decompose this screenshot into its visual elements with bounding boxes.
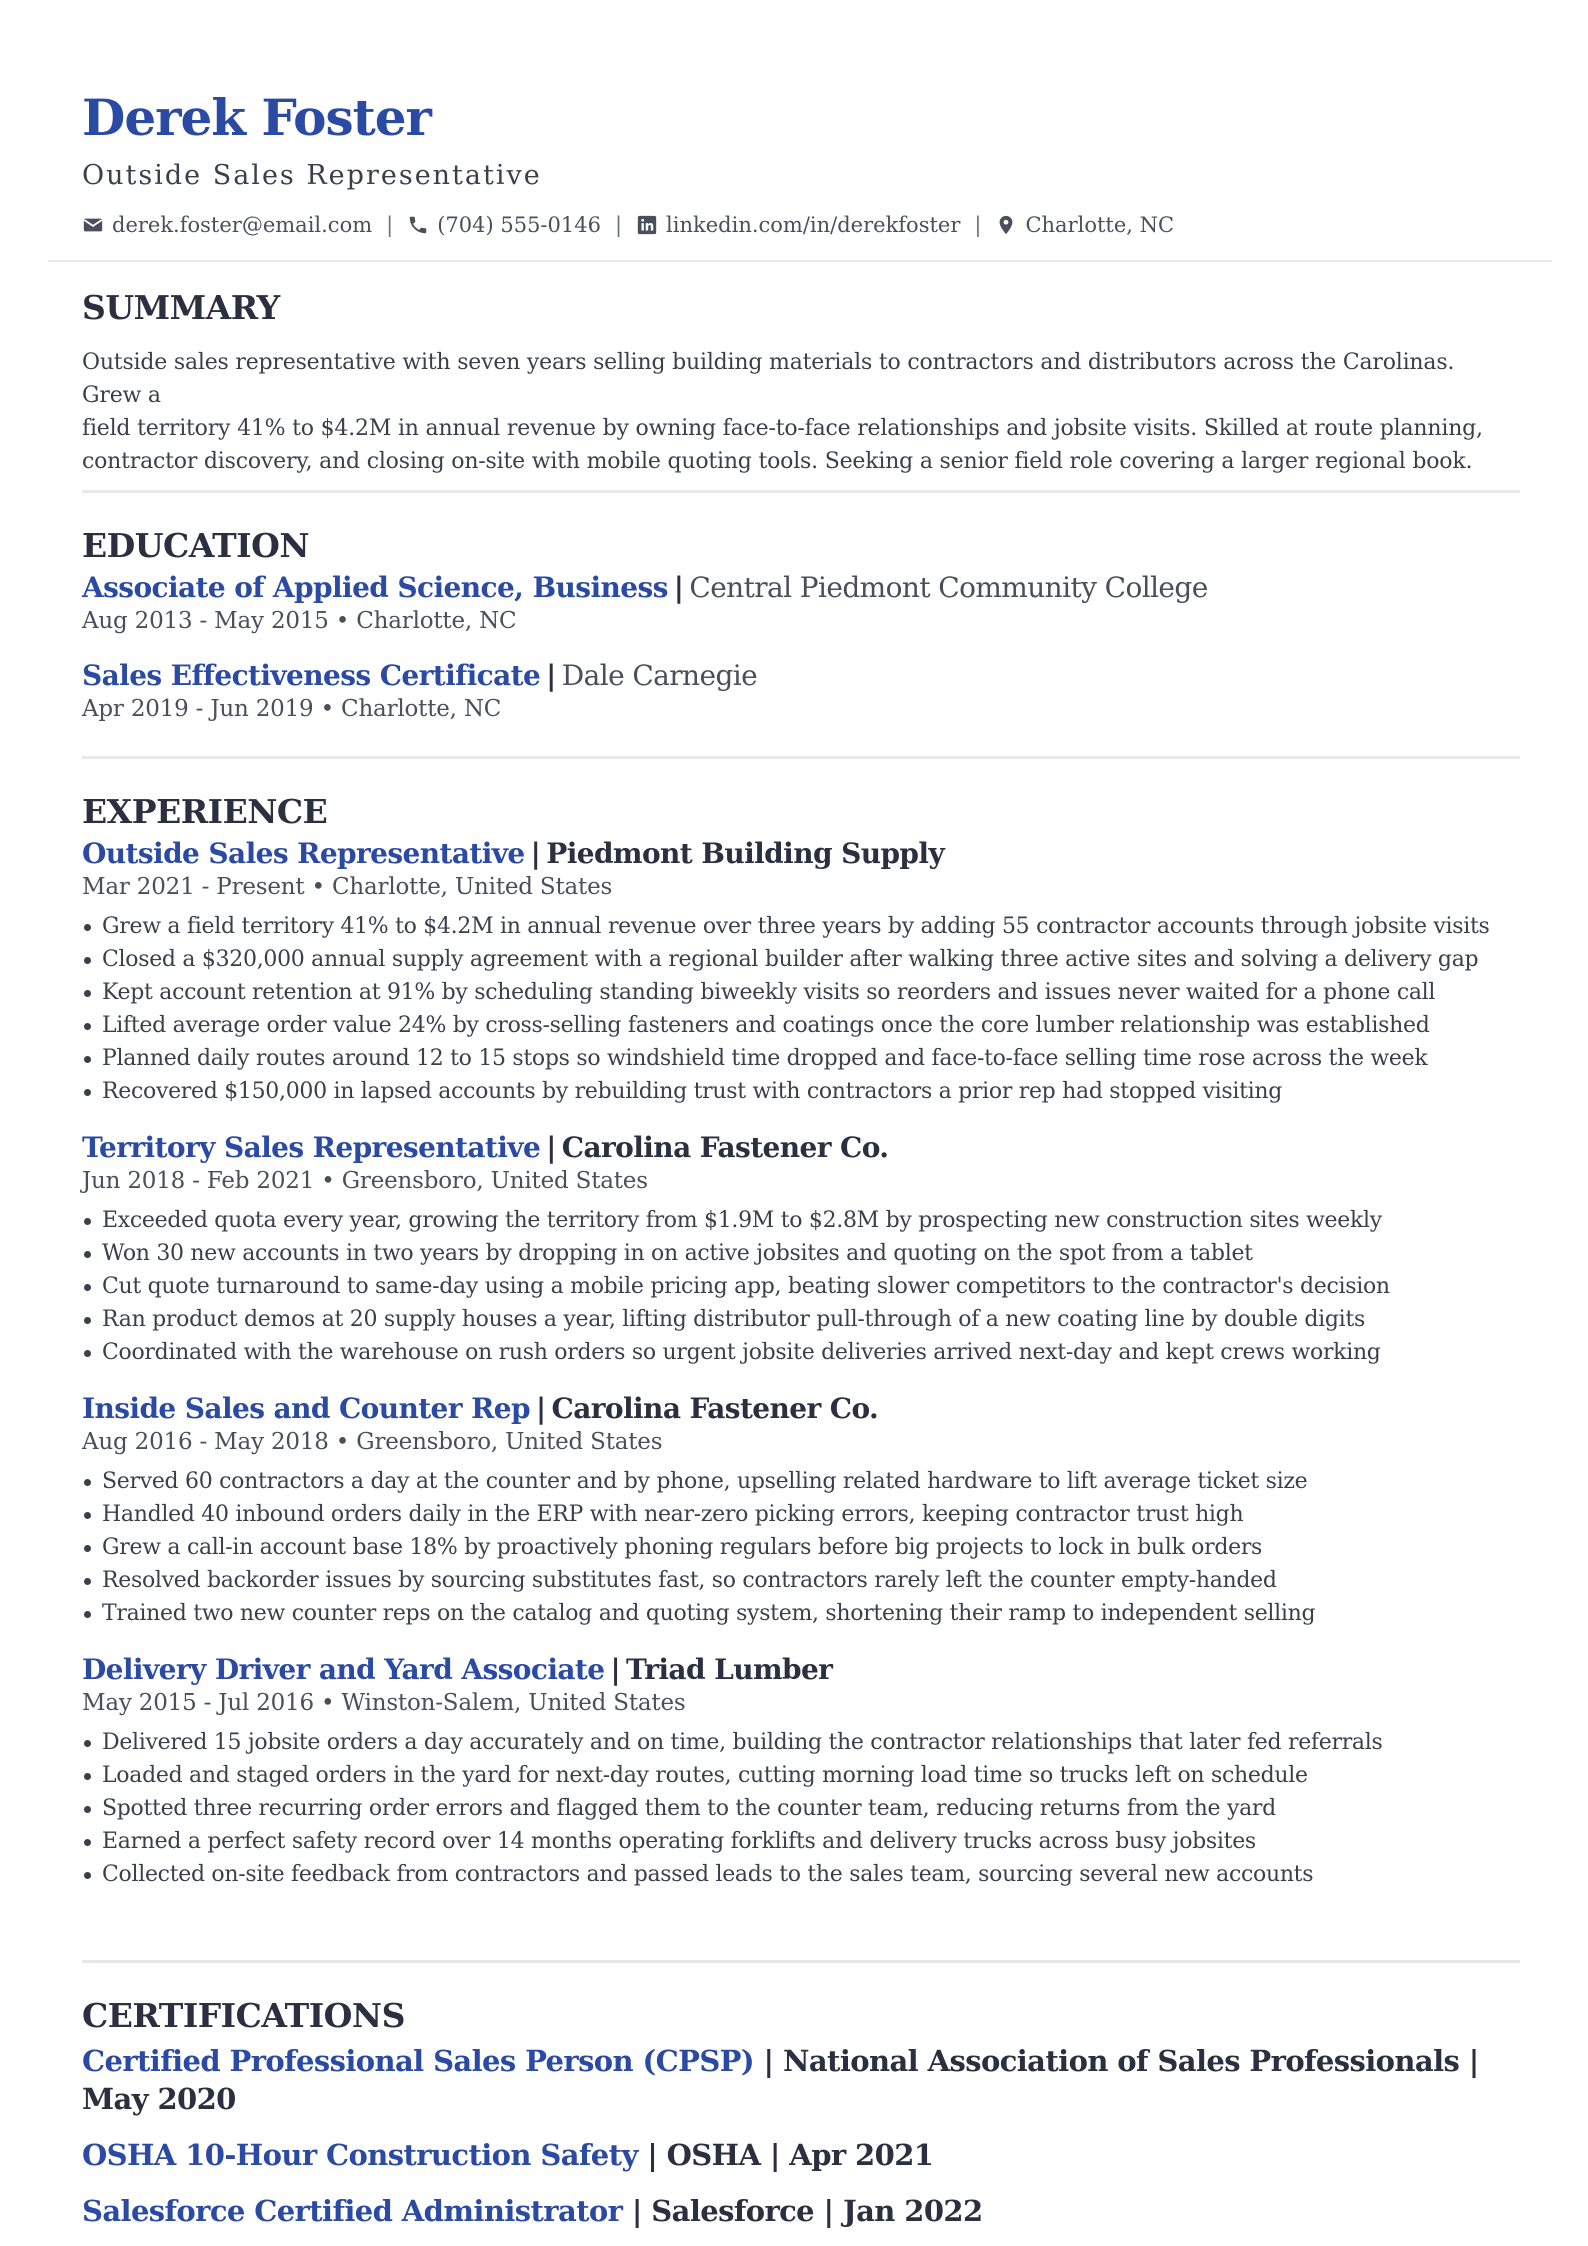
education-entry-head <box>82 658 1506 694</box>
bullet-item: Grew a field territory 41% to $4.2M in annual revenue over three years by adding 55 contractor accounts through jobsite visits <box>102 910 1506 943</box>
summary-line: field territory 41% to $4.2M in annual revenue by owning face-to-face relationships and jobsite visits. Skilled at route planning, <box>82 416 1483 441</box>
contact-phone[interactable] <box>407 213 601 237</box>
bullet-item: Served 60 contractors a day at the counter and by phone, upselling related hardware to lift average ticket size <box>102 1465 1506 1498</box>
phone-icon <box>407 214 429 236</box>
job-details: Aug 2016 - May 2018 • Greensboro, United States <box>82 1429 663 1455</box>
bullet-item: Spotted three recurring order errors and flagged them to the counter team, reducing returns from the yard <box>102 1792 1506 1825</box>
separator: | <box>546 1131 556 1164</box>
education-details: Aug 2013 - May 2015 • Charlotte, NC <box>82 608 517 634</box>
summary-line: Outside sales representative with seven years selling building materials to contractors and distributors across the Carolinas. Grew a <box>82 350 1455 408</box>
job-title: Inside Sales and Counter Rep <box>82 1392 530 1425</box>
company-name: Triad Lumber <box>626 1653 833 1686</box>
separator: | <box>535 1392 546 1425</box>
section-divider <box>82 756 1520 759</box>
phone-text: (704) 555-0146 <box>437 213 601 237</box>
bullet-item: Won 30 new accounts in two years by dropping in on active jobsites and quoting on the spot from a tablet <box>102 1237 1506 1270</box>
candidate-title: Outside Sales Representative <box>82 160 542 191</box>
job-entry <box>82 1130 1506 1369</box>
education-details: Apr 2019 - Jun 2019 • Charlotte, NC <box>82 696 502 722</box>
certification-issuer-date: | OSHA | Apr 2021 <box>637 2138 934 2172</box>
bullet-item: Kept account retention at 91% by scheduling standing biweekly visits so reorders and issues never waited for a phone call <box>102 976 1506 1009</box>
certifications-section <box>82 1996 1506 2230</box>
contact-separator: | <box>386 213 394 237</box>
resume-header <box>82 88 1506 240</box>
certification-item <box>82 2136 1506 2174</box>
linkedin-text: linkedin.com/in/derekfoster <box>666 213 961 237</box>
job-bullets <box>82 1465 1506 1630</box>
job-head <box>82 1652 1506 1688</box>
section-divider <box>82 490 1520 493</box>
separator: | <box>546 659 556 692</box>
education-entry <box>82 570 1506 636</box>
bullet-item: Handled 40 inbound orders daily in the ERP with near-zero picking errors, keeping contractor trust high <box>102 1498 1506 1531</box>
certification-name: OSHA 10-Hour Construction Safety <box>82 2138 638 2172</box>
separator: | <box>673 571 684 604</box>
degree-title: Sales Effectiveness Certificate <box>82 659 541 692</box>
summary-text <box>82 346 1506 478</box>
section-divider <box>82 1960 1520 1963</box>
bullet-item: Grew a call-in account base 18% by proactively phoning regulars before big projects to lock in bulk orders <box>102 1531 1506 1564</box>
degree-title: Associate of Applied Science, Business <box>82 571 668 604</box>
contact-email[interactable] <box>82 213 372 237</box>
job-bullets <box>82 910 1506 1108</box>
education-section <box>82 526 1506 724</box>
certification-name: Certified Professional Sales Person (CPSP) <box>82 2044 755 2078</box>
bullet-item: Exceeded quota every year, growing the territory from $1.9M to $2.8M by prospecting new construction sites weekly <box>102 1204 1506 1237</box>
linkedin-icon <box>636 214 658 236</box>
certification-name: Salesforce Certified Administrator <box>82 2194 623 2228</box>
experience-heading: EXPERIENCE <box>82 792 328 831</box>
certification-issuer-date: | National Association of Sales Professionals | May 2020 <box>82 2044 1479 2116</box>
certification-issuer-date: | Salesforce | Jan 2022 <box>622 2194 983 2228</box>
bullet-item: Earned a perfect safety record over 14 months operating forklifts and delivery trucks across busy jobsites <box>102 1825 1506 1858</box>
job-title: Outside Sales Representative <box>82 837 525 870</box>
certification-item <box>82 2042 1506 2118</box>
job-entry <box>82 836 1506 1108</box>
job-title: Territory Sales Representative <box>82 1131 541 1164</box>
bullet-item: Collected on-site feedback from contractors and passed leads to the sales team, sourcing several new accounts <box>102 1858 1506 1891</box>
job-details: May 2015 - Jul 2016 • Winston-Salem, United States <box>82 1690 686 1716</box>
bullet-item: Closed a $320,000 annual supply agreement with a regional builder after walking three active sites and solving a delivery gap <box>102 943 1506 976</box>
bullet-item: Lifted average order value 24% by cross-selling fasteners and coatings once the core lumber relationship was established <box>102 1009 1506 1042</box>
bullet-item: Planned daily routes around 12 to 15 stops so windshield time dropped and face-to-face selling time rose across the week <box>102 1042 1506 1075</box>
bullet-item: Ran product demos at 20 supply houses a year, lifting distributor pull-through of a new coating line by double digits <box>102 1303 1506 1336</box>
header-divider <box>48 260 1552 262</box>
bullet-item: Recovered $150,000 in lapsed accounts by rebuilding trust with contractors a prior rep had stopped visiting <box>102 1075 1506 1108</box>
summary-section <box>82 288 1506 478</box>
contact-bar <box>82 210 1506 240</box>
contact-location <box>995 213 1174 237</box>
summary-line: contractor discovery, and closing on-site with mobile quoting tools. Seeking a senior field role covering a larger regional book. <box>82 449 1473 474</box>
location-text: Charlotte, NC <box>1025 213 1175 237</box>
certification-item <box>82 2192 1506 2230</box>
institution-name: Central Piedmont Community College <box>689 571 1208 604</box>
contact-separator: | <box>614 213 623 237</box>
company-name: Carolina Fastener Co. <box>561 1131 889 1164</box>
summary-heading: SUMMARY <box>82 288 280 327</box>
education-heading: EDUCATION <box>82 526 310 565</box>
bullet-item: Resolved backorder issues by sourcing substitutes fast, so contractors rarely left the counter empty-handed <box>102 1564 1506 1597</box>
job-details: Jun 2018 - Feb 2021 • Greensboro, United States <box>82 1168 648 1194</box>
company-name: Carolina Fastener Co. <box>551 1392 879 1425</box>
experience-section <box>82 792 1506 1891</box>
candidate-name: Derek Foster <box>82 88 431 147</box>
job-bullets <box>82 1204 1506 1369</box>
envelope-icon <box>82 214 104 236</box>
education-entry-head <box>82 570 1506 606</box>
job-details: Mar 2021 - Present • Charlotte, United States <box>82 874 613 900</box>
bullet-item: Trained two new counter reps on the catalog and quoting system, shortening their ramp to independent selling <box>102 1597 1506 1630</box>
job-entry <box>82 1652 1506 1891</box>
bullet-item: Cut quote turnaround to same-day using a mobile pricing app, beating slower competitors to the contractor's decision <box>102 1270 1506 1303</box>
job-entry <box>82 1391 1506 1630</box>
certifications-heading: CERTIFICATIONS <box>82 1996 405 2035</box>
bullet-item: Delivered 15 jobsite orders a day accurately and on time, building the contractor relationships that later fed referrals <box>102 1726 1506 1759</box>
job-title: Delivery Driver and Yard Associate <box>82 1653 605 1686</box>
job-head <box>82 1391 1506 1427</box>
job-head <box>82 1130 1506 1166</box>
contact-separator: | <box>974 213 982 237</box>
education-entry <box>82 658 1506 724</box>
job-head <box>82 836 1506 872</box>
institution-name: Dale Carnegie <box>561 659 758 692</box>
separator: | <box>610 1653 621 1686</box>
bullet-item: Coordinated with the warehouse on rush orders so urgent jobsite deliveries arrived next-day and kept crews working <box>102 1336 1506 1369</box>
job-bullets <box>82 1726 1506 1891</box>
separator: | <box>530 837 541 870</box>
company-name: Piedmont Building Supply <box>546 837 945 870</box>
email-text: derek.foster@email.com <box>112 213 373 237</box>
map-pin-icon <box>995 214 1017 236</box>
bullet-item: Loaded and staged orders in the yard for next-day routes, cutting morning load time so trucks left on schedule <box>102 1759 1506 1792</box>
contact-linkedin[interactable] <box>636 213 960 237</box>
